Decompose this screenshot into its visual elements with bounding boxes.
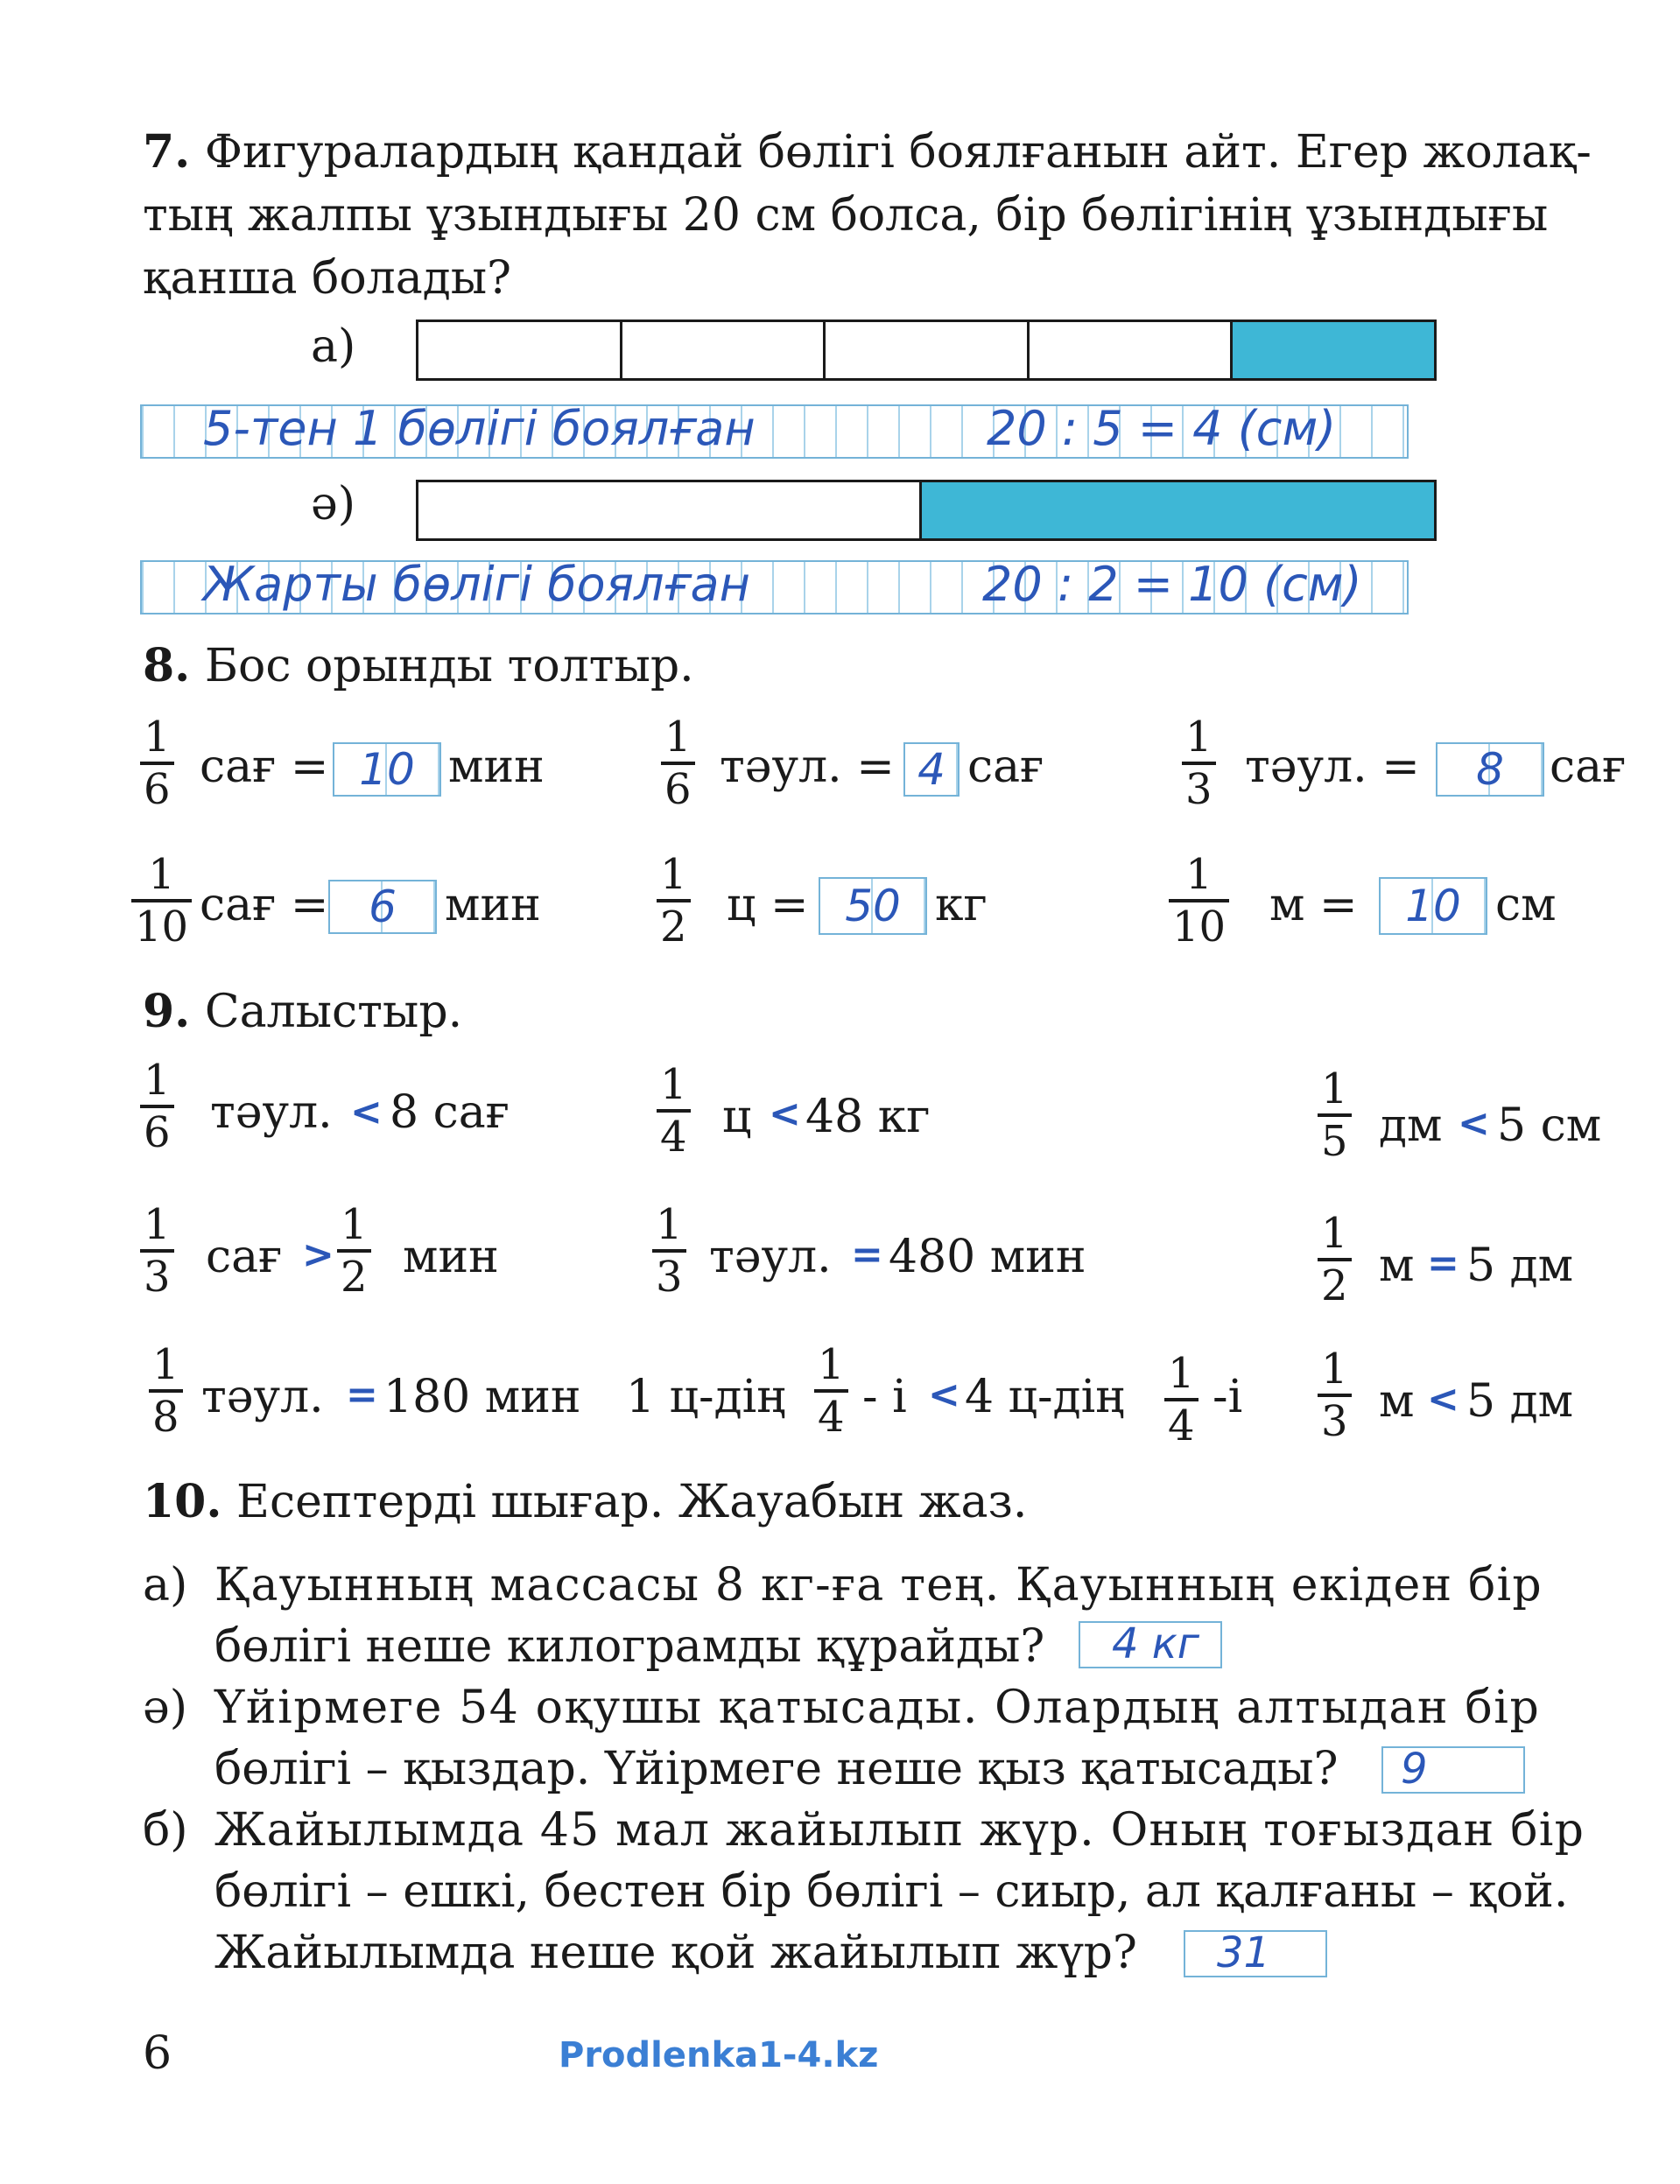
compare-sign[interactable]: =: [1427, 1241, 1459, 1286]
fraction-digit: 1: [144, 713, 171, 762]
fraction: [652, 1200, 686, 1302]
problem-line: Жайылымда неше қой жайылып жүр?: [214, 1927, 1137, 1979]
task8-title: Бос орынды толтыр.: [204, 640, 694, 692]
unit-label: см: [1495, 879, 1557, 931]
compare-left: - і: [862, 1371, 907, 1423]
fraction-digit: 3: [1185, 765, 1213, 814]
strip-segment-shaded: [1233, 322, 1434, 378]
unit-label: кг: [935, 879, 988, 931]
fraction-digit: 1: [660, 850, 687, 899]
compare-sign[interactable]: <: [1458, 1101, 1490, 1146]
fraction-digit: 10: [1172, 902, 1227, 952]
fraction-digit: 1: [144, 1056, 171, 1105]
handwritten-answer: 4: [917, 744, 945, 795]
compare-prefix: 1 ц-дің: [626, 1371, 786, 1423]
compare-right: 480 мин: [889, 1231, 1086, 1283]
compare-sign[interactable]: =: [346, 1373, 378, 1417]
task7-line-1: 7. Фигуралардың қандай бөлігі боялғанын айт. Егер жолақ-: [143, 125, 1592, 179]
task7-number: 7.: [143, 125, 191, 179]
problem-label: а): [143, 1559, 188, 1612]
problem-line: Үйірмеге 54 оқушы қатысады. Олардың алтыдан бір: [214, 1682, 1541, 1734]
compare-sign[interactable]: >: [302, 1232, 334, 1277]
unit-label: тәул. =: [720, 741, 895, 793]
unit-label: сағ =: [200, 741, 329, 793]
fraction-digit: 3: [656, 1253, 683, 1302]
unit-label: сағ: [967, 741, 1044, 793]
answer-box[interactable]: [819, 877, 927, 935]
fraction-digit: 1: [1321, 1345, 1348, 1394]
fraction-digit: 1: [660, 1060, 687, 1109]
strip-segment-shaded: [922, 482, 1434, 538]
handwritten-answer: 4 кг: [1112, 1619, 1200, 1668]
compare-sign[interactable]: <: [350, 1090, 383, 1134]
fraction-digit: 1: [148, 850, 175, 899]
task7-line-2: тың жалпы ұзындығы 20 см болса, бір бөлігінің ұзындығы: [143, 189, 1549, 242]
compare-sign[interactable]: <: [769, 1092, 801, 1136]
task7-a-label: а): [311, 320, 356, 373]
compare-right: 48 кг: [805, 1091, 931, 1143]
fraction: [1318, 1064, 1352, 1166]
fraction-digit: 2: [660, 902, 687, 952]
task8-number: 8.: [143, 639, 191, 692]
compare-left: сағ: [206, 1231, 283, 1283]
fraction-digit: 4: [660, 1113, 687, 1162]
fraction-digit: 6: [144, 1108, 171, 1157]
fraction-digit: 5: [1321, 1117, 1348, 1166]
fraction-digit: 1: [1185, 713, 1213, 762]
answer-box[interactable]: [1379, 877, 1487, 935]
problem-line: бөлігі – қыздар. Үйірмеге неше қыз қатысады?: [214, 1743, 1339, 1795]
task7-b-label: ә): [311, 478, 356, 530]
compare-left: ц: [722, 1091, 752, 1143]
task7-a-answer: 5-тен 1 бөлігі боялған: [203, 401, 756, 456]
fraction: [657, 1060, 691, 1162]
compare-right: 5 см: [1497, 1099, 1602, 1152]
fraction-digit: 3: [144, 1253, 171, 1302]
compare-right: 5 дм: [1466, 1375, 1574, 1428]
fraction-digit: 1: [152, 1340, 179, 1389]
task8-heading: [143, 639, 694, 692]
fraction-digit: 1: [656, 1200, 683, 1249]
fraction-digit: 2: [1321, 1261, 1348, 1310]
unit-label: мин: [448, 741, 545, 793]
answer-box[interactable]: [1079, 1621, 1222, 1668]
fraction: [140, 713, 174, 814]
fraction-digit: 1: [1168, 1349, 1195, 1398]
fraction-digit: 1: [1185, 850, 1213, 899]
fraction: [149, 1340, 183, 1442]
fraction-digit: 2: [341, 1253, 368, 1302]
compare-sign[interactable]: <: [1427, 1377, 1459, 1422]
unit-label: тәул. =: [1245, 741, 1420, 793]
fraction-digit: 4: [818, 1393, 845, 1442]
strip-segment: [826, 322, 1030, 378]
compare-sign[interactable]: =: [851, 1232, 883, 1277]
handwritten-answer: 10: [1405, 881, 1461, 931]
problem-line: бөлігі неше килограмды құрайды?: [214, 1620, 1045, 1673]
fraction-digit: 4: [1168, 1401, 1195, 1450]
unit-label: м =: [1269, 879, 1358, 931]
fraction: [657, 850, 691, 952]
task10-number: 10.: [143, 1475, 222, 1528]
task10-title: Есептерді шығар. Жауабын жаз.: [236, 1476, 1028, 1528]
task9-number: 9.: [143, 985, 191, 1038]
fraction: [814, 1340, 848, 1442]
compare-left: м: [1379, 1239, 1415, 1292]
problem-line: бөлігі – ешкі, бестен бір бөлігі – сиыр, ал қалғаны – қой.: [214, 1865, 1569, 1918]
strip-segment: [1030, 322, 1234, 378]
strip-segment: [622, 322, 826, 378]
fraction-digit: 6: [664, 765, 692, 814]
answer-box[interactable]: [903, 742, 959, 797]
fraction: [1169, 850, 1229, 952]
task7-line-3: қанша болады?: [143, 252, 511, 305]
unit-label: сағ: [1550, 741, 1627, 793]
fraction: [140, 1200, 174, 1302]
handwritten-answer: 8: [1476, 744, 1504, 795]
unit-label: мин: [445, 879, 541, 931]
compare-left: тәул.: [210, 1086, 333, 1139]
answer-box[interactable]: [333, 742, 441, 797]
compare-left: м: [1379, 1375, 1415, 1428]
unit-label: сағ =: [200, 879, 329, 931]
fraction-digit: 10: [135, 902, 189, 952]
fraction-digit: 1: [1321, 1209, 1348, 1258]
fraction-digit: 1: [818, 1340, 845, 1389]
fraction-digit: 6: [144, 765, 171, 814]
problem-label: ә): [143, 1682, 188, 1734]
task10-heading: [143, 1475, 1028, 1528]
fraction: [661, 713, 695, 814]
problem-line: Жайылымда 45 мал жайылып жүр. Оның тоғыздан бір: [214, 1804, 1585, 1857]
task7-b-calc: 20 : 2 = 10 (см): [982, 557, 1362, 612]
compare-tail: -і: [1213, 1371, 1243, 1423]
compare-right: мин: [403, 1231, 499, 1283]
compare-left: тәул.: [709, 1231, 832, 1283]
task7-b-answer-row[interactable]: [140, 557, 1409, 614]
handwritten-answer: 10: [359, 744, 415, 795]
site-logo: Prodlenka1-4.kz: [559, 2035, 879, 2075]
fraction: [1182, 713, 1216, 814]
fraction-digit: 1: [341, 1200, 368, 1249]
strip-segment: [418, 482, 922, 538]
fraction-digit: 8: [152, 1393, 179, 1442]
task7-b-answer: Жарты бөлігі боялған: [203, 557, 750, 612]
fraction: [1318, 1209, 1352, 1310]
unit-label: ц =: [727, 879, 809, 931]
fraction: [337, 1200, 371, 1302]
fraction: [140, 1056, 174, 1157]
compare-right: 4 ц-дің: [965, 1371, 1125, 1423]
compare-left: дм: [1379, 1099, 1443, 1152]
fraction-digit: 1: [144, 1200, 171, 1249]
fraction-digit: 3: [1321, 1397, 1348, 1446]
task7-a-strip: [416, 320, 1437, 381]
problem-label: б): [143, 1804, 188, 1857]
answer-box[interactable]: [1436, 742, 1544, 797]
compare-right: 5 дм: [1466, 1239, 1574, 1292]
fraction: [131, 850, 192, 952]
strip-segment: [418, 322, 622, 378]
handwritten-answer: 50: [845, 881, 901, 931]
answer-box[interactable]: [1381, 1746, 1525, 1794]
task9-title: Салыстыр.: [204, 986, 463, 1038]
task7-b-strip: [416, 480, 1437, 541]
compare-sign[interactable]: <: [928, 1373, 960, 1417]
handwritten-answer: 31: [1217, 1928, 1271, 1977]
answer-box[interactable]: [328, 880, 437, 934]
handwritten-answer: 9: [1401, 1745, 1428, 1794]
task9-heading: [143, 985, 463, 1038]
fraction: [1318, 1345, 1352, 1446]
handwritten-answer: 6: [369, 881, 397, 932]
compare-right: 180 мин: [383, 1371, 581, 1423]
compare-right: 8 сағ: [390, 1086, 510, 1139]
fraction-digit: 1: [1321, 1064, 1348, 1113]
compare-left: тәул.: [201, 1371, 324, 1423]
fraction: [1164, 1349, 1198, 1450]
task7-a-calc: 20 : 5 = 4 (см): [987, 401, 1337, 456]
answer-box[interactable]: [1184, 1930, 1327, 1977]
task7-a-answer-row[interactable]: [140, 401, 1409, 459]
problem-line: Қауынның массасы 8 кг-ға тең. Қауынның екіден бір: [214, 1559, 1543, 1612]
page-number: 6: [143, 2027, 172, 2080]
fraction-digit: 1: [664, 713, 692, 762]
